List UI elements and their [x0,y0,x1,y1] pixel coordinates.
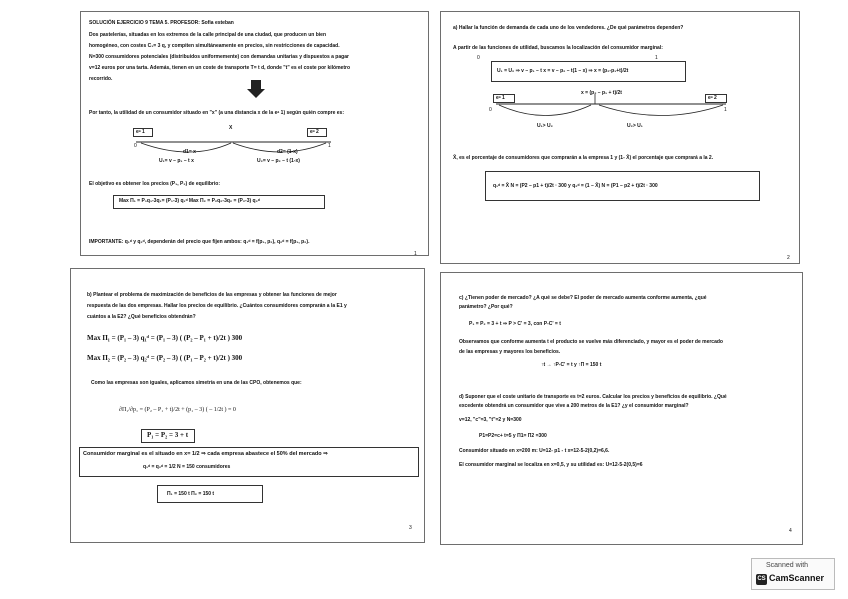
intro-line-2: homogéneo, con costes C₁= 3 q, y compiten simultáneamente en precios, sin restricciones de capacidad. [89,43,340,49]
marginal-consumer-line-1: Consumidor marginal es el situado en x= 1/2 ⇒ cada empresa abastece el 50% del mercado ⇒ [83,451,328,457]
max-profit-text: Max Π₁ = P₁q₁-3q₁= (P₁-3) q₁ᵈ Max Π₂ = P₂q₂-3q₂ = (P₂-3) q₂ᵈ [119,198,260,204]
utility-intro: Por tanto, la utilidad de un consumidor situado en "x" (a una distancia x de la eᵃ 1) según quién compre es: [89,110,345,116]
market-power-eq: P₁ = P₂ = 3 + t ⇒ P > C' = 3, con P-C' = t [469,321,561,327]
page-1 [80,11,429,256]
u1-formula: U₁= v – p₁ – t x [159,158,194,164]
page-2 [440,11,800,264]
equilibrium-price: P₁ = P₂ = 3 + t [147,431,189,439]
intro-line-3: N=300 consumidores potenciales (distribuidos uniformemente) con demandas unitarias y dispuestos a pagar [89,54,349,60]
firm-1-label: eᵃ 1 [136,129,145,135]
xbar-explanation: X̄, es el porcentaje de consumidores que comprarán a la empresa 1 y (1- X̄) el porcentaje que comprará a la 2. [453,155,714,161]
observation-line-1: Observamos que conforme aumenta t el producto se vuelve más diferenciado, y mayor es el poder de mercado [459,339,723,345]
important-note: IMPORTANTE: q₁ᵈ y q₂ᵈ, dependerán del precio que fijen ambos: q₁ᵈ = f(p₁, p₂), q₂ᵈ = f(p₁, p₂). [89,239,310,245]
firm-1-label: eᵃ 1 [496,95,505,101]
intro-line-4: v=12 euros por una tarta. Además, tienen en un coste de transporte T= t d, donde "t" es el coste por kilómetro [89,65,351,71]
page-4 [440,272,803,545]
marginal-consumer-utility: El consumidor marginal se localiza en x=0,5, y su utilidad es: U=12-5-2(0,5)=6 [459,462,643,468]
x-equation: x = (p₂ – p₁ + t)/2t [581,90,622,96]
symmetry-text: Como las empresas son iguales, aplicamos simetría en una de las CPO, obtenemos que: [91,380,302,386]
page-3 [70,268,425,543]
camscanner-badge [751,558,835,590]
equilibrium-values: P1=P2=c+ t=5 y Π1= Π2 =300 [479,433,547,439]
camscanner-label: CamScanner [769,573,825,583]
position-x-label: X [229,125,233,131]
u2-formula: U₂= v – p₂ – t (1-x) [257,158,300,164]
camscanner-logo-icon: CS [756,574,767,585]
question-b-line-3: cuántos a la E2? ¿Qué beneficios obtendrán? [87,314,196,320]
marginal-consumer-eq: U₁ = U₂ ⇒ v – p₁ – t x = v – p₂ – t(1 – x) ⇒ x = (p₂-p₁+t)/2t [497,68,629,74]
end-label: 1 [328,143,331,149]
end-label: 1 [655,55,658,61]
max-profit-firm-2: Max Π₂ = (P₂ – 3) q₂ᵈ = (P₂ – 3) ( (P₁ – P₂ + t)/2t ) 300 [87,354,243,362]
question-b-line-1: b) Plantear el problema de maximización de beneficios de las empresas y obtener las funciones de mejor [87,292,337,298]
intro-line-1: Dos pastelerías, situadas en los extremos de la calle principal de una ciudad, que producen un bien [89,32,327,38]
question-c-line-2: parámetro? ¿Por qué? [459,304,513,310]
header: SOLUCIÓN EJERCICIO 9 TEMA 5. PROFESOR: Sofia esteban [89,20,234,26]
comparative-statics: ↑t → ↑P-C' = t y ↑Π = 150 t [541,362,602,368]
question-b-line-2: respuesta de las dos empresas. Hallar los precios de equilibrio. ¿Cuántos consumidores comprarán a la E1 y [87,303,347,309]
objective-text: El objetivo es obtener los precios (P₁, P₂) de equilibrio: [89,181,220,187]
first-order-condition: ∂Π₁/∂p₁ = (P₂ – P₁ + t)/2t + (p₁ – 3) ( – 1/2t ) = 0 [119,407,236,413]
firm-2-label: eᵃ 2 [708,95,717,101]
d2-label: d2= (1-x) [277,149,298,155]
origin-label-2: 0 [489,107,492,113]
consumer-surplus-200m: Consumidor situado en x=200 m: U=12- p1 - t x=12-5-2(0,2)=6,6. [459,448,610,454]
page-number-3: 3 [409,525,412,531]
question-a: a) Hallar la función de demanda de cada uno de los vendedores. ¿De qué parámetros dependen? [453,25,684,31]
market-split-diagram [491,92,731,132]
page-number-2: 2 [787,255,790,261]
parameter-values: v=12, "c"=3, "t"=2 y N=300 [459,417,522,423]
d1-label: d1= x [183,149,196,155]
left-inequality: U₁> U₂ [537,123,553,129]
max-profit-firm-1: Max Π₁ = (P₁ – 3) q₁ᵈ = (P₁ – 3) ( (P₂ – P₁ + t)/2t ) 300 [87,334,243,342]
marginal-consumer-line-2: q₁ᵈ = q₂ᵈ = 1/2 N = 150 consumidores [143,464,231,470]
page-number-4: 4 [789,528,792,534]
down-arrow-icon [247,80,265,98]
marginal-lead: A partir de las funciones de utilidad, buscamos la localización del consumidor marginal: [453,45,663,51]
origin-label: 0 [477,55,480,61]
scanned-with-label: Scanned with [766,562,809,569]
equilibrium-profits: Π₁ = 150 t Π₂ = 150 t [167,491,215,497]
right-inequality: U₂> U₁ [627,123,643,129]
end-label-2: 1 [724,107,727,113]
question-c-line-1: c) ¿Tienen poder de mercado? ¿A qué se debe? El poder de mercado aumenta conforme aumenta, ¿qué [459,295,707,301]
observation-line-2: de las empresas y mayores los beneficios. [459,349,561,355]
question-d-line-1: d) Suponer que el coste unitario de transporte es t=2 euros. Calcular los precios y beneficios de equilibrio. ¿Qué [459,394,727,400]
question-d-line-2: excedente obtendrá un consumidor que vive a 200 metros de la E1? ¿y el consumidor marginal? [459,403,689,409]
firm-2-label: eᵃ 2 [310,129,319,135]
page-number-1: 1 [414,251,417,256]
intro-line-5: recorrido. [89,76,113,82]
origin-label: 0 [134,143,137,149]
demand-functions: q₁ᵈ = X̄ N = (P2 – p1 + t)/2t · 300 y q₂ᵈ = (1 – X̄) N = (P1 – p2 + t)/2t · 300 [493,183,658,189]
